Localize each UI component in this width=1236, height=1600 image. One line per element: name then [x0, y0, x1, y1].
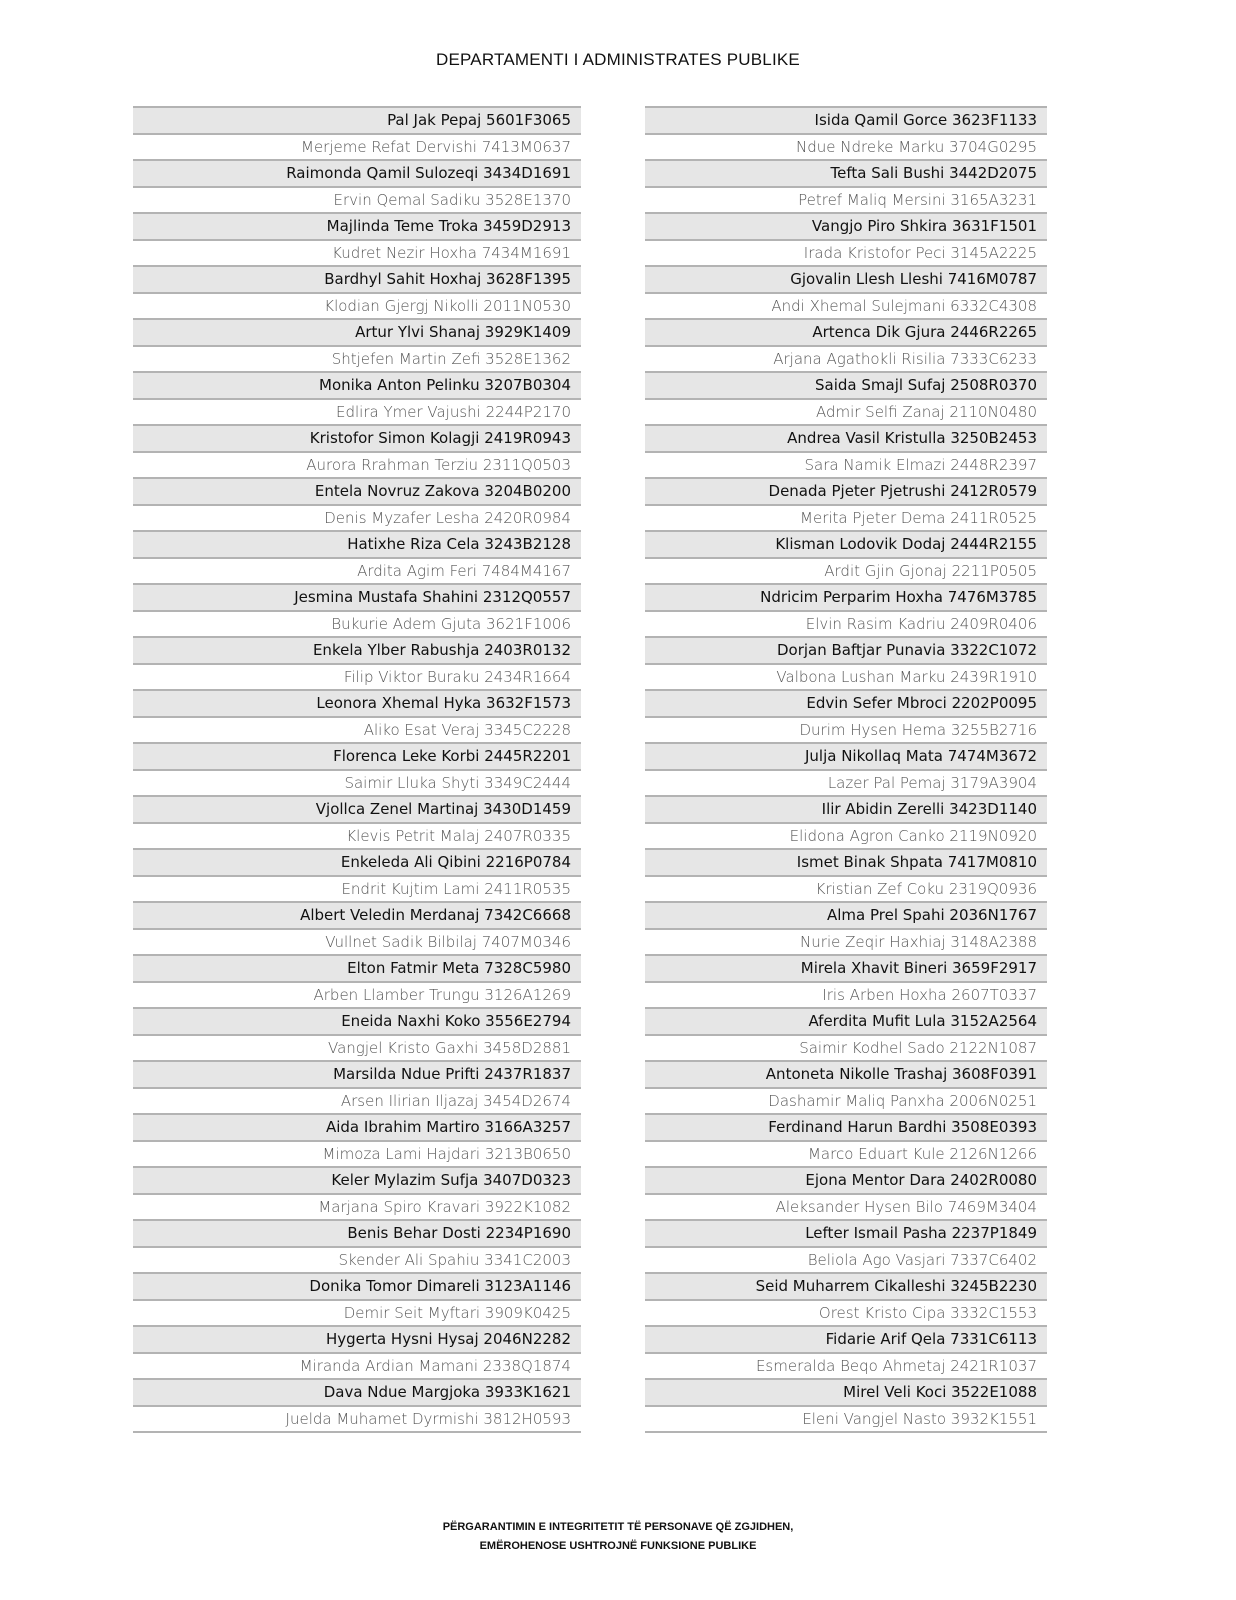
list-item: Miranda Ardian Mamani 2338Q1874 — [133, 1352, 581, 1379]
list-item: Elvin Rasim Kadriu 2409R0406 — [645, 610, 1047, 637]
list-item: Ilir Abidin Zerelli 3423D1140 — [645, 795, 1047, 822]
list-item: Klevis Petrit Malaj 2407R0335 — [133, 822, 581, 849]
list-item: Juelda Muhamet Dyrmishi 3812H0593 — [133, 1405, 581, 1432]
list-item: Vangjo Piro Shkira 3631F1501 — [645, 212, 1047, 239]
list-item: Hatixhe Riza Cela 3243B2128 — [133, 530, 581, 557]
list-item: Ndricim Perparim Hoxha 7476M3785 — [645, 583, 1047, 610]
list-item: Aleksander Hysen Bilo 7469M3404 — [645, 1193, 1047, 1220]
list-item: Endrit Kujtim Lami 2411R0535 — [133, 875, 581, 902]
list-item: Beliola Ago Vasjari 7337C6402 — [645, 1246, 1047, 1273]
list-item: Marco Eduart Kule 2126N1266 — [645, 1140, 1047, 1167]
list-item: Raimonda Qamil Sulozeqi 3434D1691 — [133, 159, 581, 186]
list-item: Nurie Zeqir Haxhiaj 3148A2388 — [645, 928, 1047, 955]
list-item: Irada Kristofor Peci 3145A2225 — [645, 239, 1047, 266]
list-item: Entela Novruz Zakova 3204B0200 — [133, 477, 581, 504]
list-item: Ardita Agim Feri 7484M4167 — [133, 557, 581, 584]
list-item: Skender Ali Spahiu 3341C2003 — [133, 1246, 581, 1273]
list-item: Julja Nikollaq Mata 7474M3672 — [645, 742, 1047, 769]
list-item: Denada Pjeter Pjetrushi 2412R0579 — [645, 477, 1047, 504]
list-item: Shtjefen Martin Zefi 3528E1362 — [133, 345, 581, 372]
list-item: Saida Smajl Sufaj 2508R0370 — [645, 371, 1047, 398]
list-item: Kristofor Simon Kolagji 2419R0943 — [133, 424, 581, 451]
list-item: Orest Kristo Cipa 3332C1553 — [645, 1299, 1047, 1326]
list-item: Aferdita Mufit Lula 3152A2564 — [645, 1007, 1047, 1034]
list-item: Dava Ndue Margjoka 3933K1621 — [133, 1378, 581, 1405]
list-item: Albert Veledin Merdanaj 7342C6668 — [133, 901, 581, 928]
list-item: Antoneta Nikolle Trashaj 3608F0391 — [645, 1060, 1047, 1087]
list-item: Tefta Sali Bushi 3442D2075 — [645, 159, 1047, 186]
list-item: Petref Maliq Mersini 3165A3231 — [645, 186, 1047, 213]
list-item: Alma Prel Spahi 2036N1767 — [645, 901, 1047, 928]
list-item: Ejona Mentor Dara 2402R0080 — [645, 1166, 1047, 1193]
list-item: Ervin Qemal Sadiku 3528E1370 — [133, 186, 581, 213]
page-footer — [0, 1518, 1236, 1556]
list-item: Eleni Vangjel Nasto 3932K1551 — [645, 1405, 1047, 1432]
footer-line-1: PËRGARANTIMIN E INTEGRITETIT TË PERSONAVE QË ZGJIDHEN, — [442, 1521, 794, 1533]
list-item: Enkeleda Ali Qibini 2216P0784 — [133, 848, 581, 875]
list-item: Filip Viktor Buraku 2434R1664 — [133, 663, 581, 690]
list-item: Elton Fatmir Meta 7328C5980 — [133, 954, 581, 981]
list-item: Fidarie Arif Qela 7331C6113 — [645, 1325, 1047, 1352]
list-item: Dorjan Baftjar Punavia 3322C1072 — [645, 636, 1047, 663]
list-item: Sara Namik Elmazi 2448R2397 — [645, 451, 1047, 478]
left-name-list — [133, 106, 581, 1433]
right-name-list — [645, 106, 1047, 1433]
list-item: Andi Xhemal Sulejmani 6332C4308 — [645, 292, 1047, 319]
list-item: Elidona Agron Canko 2119N0920 — [645, 822, 1047, 849]
list-item: Jesmina Mustafa Shahini 2312Q0557 — [133, 583, 581, 610]
list-item: Ndue Ndreke Marku 3704G0295 — [645, 133, 1047, 160]
list-item: Gjovalin Llesh Lleshi 7416M0787 — [645, 265, 1047, 292]
list-item: Benis Behar Dosti 2234P1690 — [133, 1219, 581, 1246]
list-end-divider — [133, 1431, 581, 1433]
list-item: Enkela Ylber Rabushja 2403R0132 — [133, 636, 581, 663]
page-title: DEPARTAMENTI I ADMINISTRATES PUBLIKE — [436, 50, 800, 69]
list-item: Isida Qamil Gorce 3623F1133 — [645, 106, 1047, 133]
footer-line-2: EMËROHENOSE USHTROJNË FUNKSIONE PUBLIKE — [479, 1540, 757, 1552]
list-item: Aida Ibrahim Martiro 3166A3257 — [133, 1113, 581, 1140]
list-item: Dashamir Maliq Panxha 2006N0251 — [645, 1087, 1047, 1114]
list-item: Donika Tomor Dimareli 3123A1146 — [133, 1272, 581, 1299]
list-item: Valbona Lushan Marku 2439R1910 — [645, 663, 1047, 690]
list-item: Iris Arben Hoxha 2607T0337 — [645, 981, 1047, 1008]
list-item: Pal Jak Pepaj 5601F3065 — [133, 106, 581, 133]
list-item: Arsen Ilirian Iljazaj 3454D2674 — [133, 1087, 581, 1114]
list-item: Vjollca Zenel Martinaj 3430D1459 — [133, 795, 581, 822]
list-item: Edvin Sefer Mbroci 2202P0095 — [645, 689, 1047, 716]
list-item: Vullnet Sadik Bilbilaj 7407M0346 — [133, 928, 581, 955]
list-item: Demir Seit Myftari 3909K0425 — [133, 1299, 581, 1326]
list-item: Florenca Leke Korbi 2445R2201 — [133, 742, 581, 769]
list-item: Bukurie Adem Gjuta 3621F1006 — [133, 610, 581, 637]
list-item: Edlira Ymer Vajushi 2244P2170 — [133, 398, 581, 425]
list-item: Eneida Naxhi Koko 3556E2794 — [133, 1007, 581, 1034]
list-item: Leonora Xhemal Hyka 3632F1573 — [133, 689, 581, 716]
list-item: Aurora Rrahman Terziu 2311Q0503 — [133, 451, 581, 478]
list-item: Aliko Esat Veraj 3345C2228 — [133, 716, 581, 743]
list-item: Merita Pjeter Dema 2411R0525 — [645, 504, 1047, 531]
list-item: Andrea Vasil Kristulla 3250B2453 — [645, 424, 1047, 451]
list-end-divider — [645, 1431, 1047, 1433]
list-item: Artenca Dik Gjura 2446R2265 — [645, 318, 1047, 345]
list-item: Arjana Agathokli Risilia 7333C6233 — [645, 345, 1047, 372]
list-item: Durim Hysen Hema 3255B2716 — [645, 716, 1047, 743]
list-item: Klisman Lodovik Dodaj 2444R2155 — [645, 530, 1047, 557]
list-item: Kristian Zef Coku 2319Q0936 — [645, 875, 1047, 902]
list-item: Ismet Binak Shpata 7417M0810 — [645, 848, 1047, 875]
list-item: Esmeralda Beqo Ahmetaj 2421R1037 — [645, 1352, 1047, 1379]
list-item: Seid Muharrem Cikalleshi 3245B2230 — [645, 1272, 1047, 1299]
list-item: Keler Mylazim Sufja 3407D0323 — [133, 1166, 581, 1193]
list-item: Marjana Spiro Kravari 3922K1082 — [133, 1193, 581, 1220]
list-item: Merjeme Refat Dervishi 7413M0637 — [133, 133, 581, 160]
list-item: Marsilda Ndue Prifti 2437R1837 — [133, 1060, 581, 1087]
list-item: Majlinda Teme Troka 3459D2913 — [133, 212, 581, 239]
list-item: Lefter Ismail Pasha 2237P1849 — [645, 1219, 1047, 1246]
list-item: Hygerta Hysni Hysaj 2046N2282 — [133, 1325, 581, 1352]
list-item: Saimir Lluka Shyti 3349C2444 — [133, 769, 581, 796]
list-item: Bardhyl Sahit Hoxhaj 3628F1395 — [133, 265, 581, 292]
list-item: Mirela Xhavit Bineri 3659F2917 — [645, 954, 1047, 981]
list-item: Admir Selfi Zanaj 2110N0480 — [645, 398, 1047, 425]
list-item: Monika Anton Pelinku 3207B0304 — [133, 371, 581, 398]
list-item: Vangjel Kristo Gaxhi 3458D2881 — [133, 1034, 581, 1061]
list-item: Artur Ylvi Shanaj 3929K1409 — [133, 318, 581, 345]
list-item: Lazer Pal Pemaj 3179A3904 — [645, 769, 1047, 796]
list-item: Arben Llamber Trungu 3126A1269 — [133, 981, 581, 1008]
list-item: Saimir Kodhel Sado 2122N1087 — [645, 1034, 1047, 1061]
list-item: Denis Myzafer Lesha 2420R0984 — [133, 504, 581, 531]
list-item: Mimoza Lami Hajdari 3213B0650 — [133, 1140, 581, 1167]
list-item: Kudret Nezir Hoxha 7434M1691 — [133, 239, 581, 266]
list-item: Ardit Gjin Gjonaj 2211P0505 — [645, 557, 1047, 584]
list-item: Mirel Veli Koci 3522E1088 — [645, 1378, 1047, 1405]
list-item: Klodian Gjergj Nikolli 2011N0530 — [133, 292, 581, 319]
list-item: Ferdinand Harun Bardhi 3508E0393 — [645, 1113, 1047, 1140]
